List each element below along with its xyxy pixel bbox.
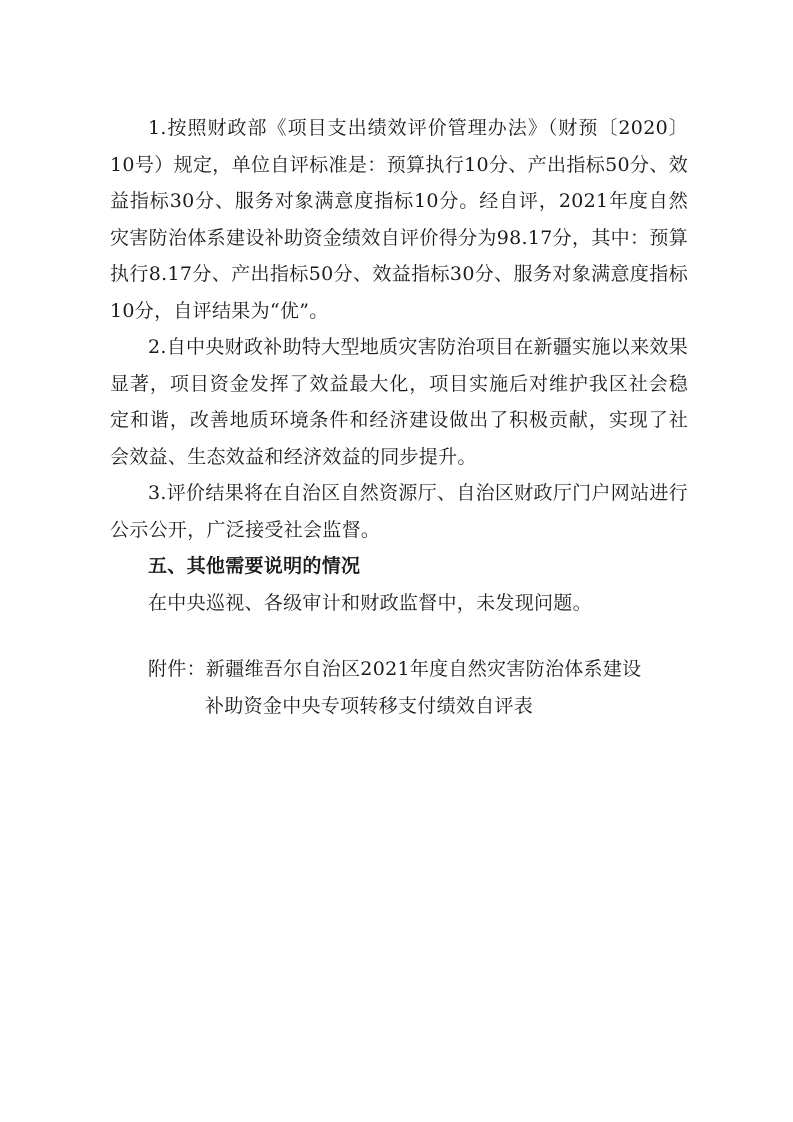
paragraph-public-disclosure: 3.评价结果将在自治区自然资源厅、自治区财政厅门户网站进行公示公开，广泛接受社会监督。 xyxy=(110,482,688,541)
section-heading-other-notes: 五、其他需要说明的情况 xyxy=(148,555,361,577)
attachment-note xyxy=(110,651,688,724)
document-page xyxy=(110,110,688,724)
paragraph-evaluation-score: 1.按照财政部《项目支出绩效评价管理办法》（财预〔2020〕10号）规定，单位自评标准是：预算执行10分、产出指标50分、效益指标30分、服务对象满意度指标10分。经自评，2021年度自然灾害防治体系建设补助资金绩效自评价得分为98.17分，其中：预算执行8.17分、产出指标50分、效益指标30分、服务对象满意度指标10分，自评结果为“优”。 xyxy=(110,117,688,322)
attachment-line-1: 附件：新疆维吾尔自治区2021年度自然灾害防治体系建设 xyxy=(148,658,642,680)
paragraph-project-effect: 2.自中央财政补助特大型地质灾害防治项目在新疆实施以来效果显著，项目资金发挥了效益最大化，项目实施后对维护我区社会稳定和谐，改善地质环境条件和经济建设做出了积极贡献，实现了社会效益、生态效益和经济效益的同步提升。 xyxy=(110,336,688,468)
paragraph-no-issues: 在中央巡视、各级审计和财政监督中，未发现问题。 xyxy=(148,591,592,614)
attachment-line-2: 补助资金中央专项转移支付绩效自评表 xyxy=(205,694,534,717)
